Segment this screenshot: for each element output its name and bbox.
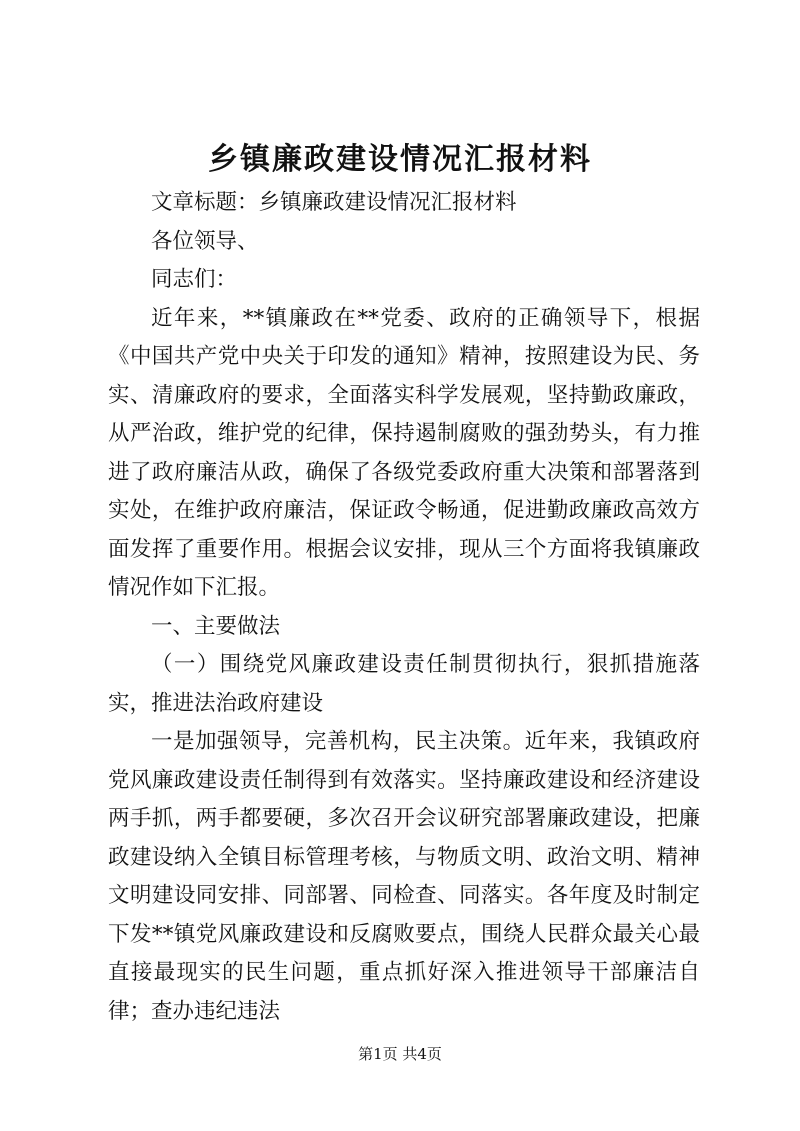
section-heading: 一、主要做法 <box>151 613 281 639</box>
intro-paragraph: 近年来，**镇廉政在**党委、政府的正确领导下，根据《中国共产党中央关于印发的通知》精神，按照建设为民、务实、清廉政府的要求，全面落实科学发展观，坚持勤政廉政，从严治政，维护党的纪律，保持遏制腐败的强劲势头，有力推进了政府廉洁从政，确保了各级党委政府重大决策和部署落到实处，在维护政府廉洁，保证政令畅通，促进勤政廉政高效方面发挥了重要作用。根据会议安排，现从三个方面将我镇廉政情况作如下汇报。 <box>108 305 700 600</box>
document-title: 乡镇廉政建设情况汇报材料 <box>208 142 592 177</box>
salutation-line-2: 同志们： <box>151 267 238 292</box>
article-title-line: 文章标题：乡镇廉政建设情况汇报材料 <box>151 190 517 215</box>
salutation-line-1: 各位领导、 <box>151 228 259 254</box>
subsection-heading: （一）围绕党风廉政建设责任制贯彻执行，狠抓措施落实，推进法治政府建设 <box>108 652 700 716</box>
page-footer: 第1页 共4页 <box>358 1045 442 1063</box>
body-paragraph: 一是加强领导，完善机构，民主决策。近年来，我镇政府党风廉政建设责任制得到有效落实。坚持廉政建设和经济建设两手抓，两手都要硬，多次召开会议研究部署廉政建设，把廉政建设纳入全镇目标管理考核，与物质文明、政治文明、精神文明建设同安排、同部署、同检查、同落实。各年度及时制定下发**镇党风廉政建设和反腐败要点，围绕人民群众最关心最直接最现实的民生问题，重点抓好深入推进领导干部廉洁自律；查办违纪违法 <box>108 729 700 1024</box>
document-body <box>108 184 700 1031</box>
